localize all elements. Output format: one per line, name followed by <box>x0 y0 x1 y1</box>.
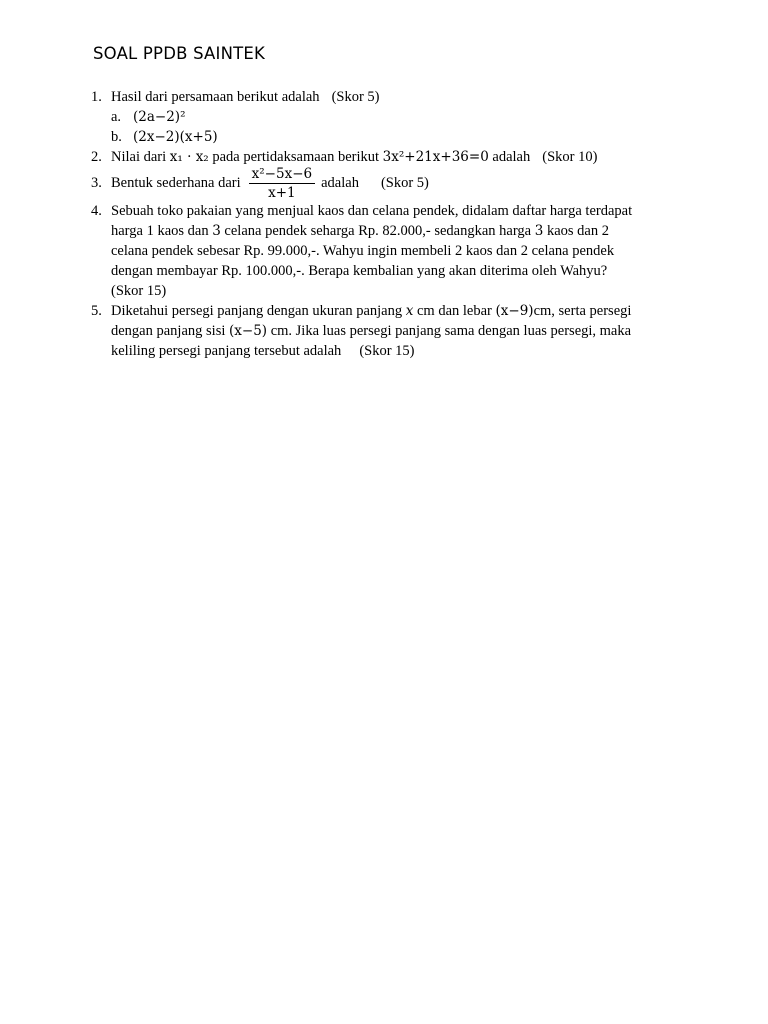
question-2 <box>91 147 681 167</box>
option-expression: (2a−2)² <box>133 109 186 125</box>
question-score: (Skor 15) <box>111 283 167 299</box>
question-text: celana pendek seharga Rp. 82.000,- sedangkan harga <box>224 223 532 239</box>
question-text: Hasil dari persamaan berikut adalah <box>111 89 320 105</box>
question-4 <box>91 201 681 301</box>
fraction-denominator: x+1 <box>268 184 296 201</box>
question-score: (Skor 5) <box>331 89 380 105</box>
question-text: pada pertidaksamaan berikut <box>212 149 380 165</box>
question-line <box>111 301 681 321</box>
question-line: dengan membayar Rp. 100.000,-. Berapa kembalian yang akan diterima oleh Wahyu? <box>111 263 608 279</box>
question-text: Nilai dari <box>111 149 167 165</box>
fraction-numerator: x²−5x−6 <box>249 166 315 184</box>
math-expression: (x−9) <box>495 303 534 319</box>
question-body <box>111 166 429 201</box>
question-score: (Skor 5) <box>380 175 429 191</box>
question-number: 2. <box>91 149 102 165</box>
question-text: cm. Jika luas persegi panjang sama dengan luas persegi, maka <box>270 323 632 339</box>
fraction <box>249 166 315 201</box>
question-line: Sebuah toko pakaian yang menjual kaos dan celana pendek, didalam daftar harga terdapat <box>111 203 633 219</box>
question-text: adalah <box>492 149 531 165</box>
math-number: 3 <box>534 223 544 239</box>
question-text: kaos dan 2 <box>546 223 609 239</box>
question-5 <box>91 301 681 361</box>
option-letter: b. <box>111 129 122 145</box>
option-expression: (2x−2)(x+5) <box>133 129 218 145</box>
math-expression: (x−5) <box>229 323 268 339</box>
question-text: adalah <box>321 175 359 191</box>
question-text: cm dan lebar <box>417 303 492 319</box>
question-number: 1. <box>91 89 102 105</box>
option-b <box>91 127 681 147</box>
question-score: (Skor 10) <box>542 149 598 165</box>
math-variable: x <box>405 303 414 319</box>
question-text: harga 1 kaos dan <box>111 223 209 239</box>
option-letter: a. <box>111 109 122 125</box>
question-1 <box>91 87 681 107</box>
question-number: 4. <box>91 203 102 219</box>
product-expression: x₁ · x₂ <box>169 149 209 165</box>
question-line <box>111 221 681 241</box>
question-number: 5. <box>91 303 102 319</box>
equation: 3x²+21x+36=0 <box>382 149 489 165</box>
question-text: Diketahui persegi panjang dengan ukuran panjang <box>111 303 403 319</box>
question-line: celana pendek sebesar Rp. 99.000,-. Wahyu ingin membeli 2 kaos dan 2 celana pendek <box>111 243 615 259</box>
question-line <box>111 341 681 361</box>
question-text: dengan panjang sisi <box>111 323 226 339</box>
document-title: SOAL PPDB SAINTEK <box>93 44 266 63</box>
question-3 <box>91 165 681 201</box>
question-list <box>91 87 681 361</box>
math-number: 3 <box>212 223 221 239</box>
question-score: (Skor 15) <box>359 343 415 359</box>
question-text: cm, serta persegi <box>533 303 632 319</box>
question-number: 3. <box>91 175 102 191</box>
option-a <box>91 107 681 127</box>
question-text: keliling persegi panjang tersebut adalah <box>111 343 342 359</box>
question-text: Bentuk sederhana dari <box>111 175 241 191</box>
question-line <box>111 321 681 341</box>
